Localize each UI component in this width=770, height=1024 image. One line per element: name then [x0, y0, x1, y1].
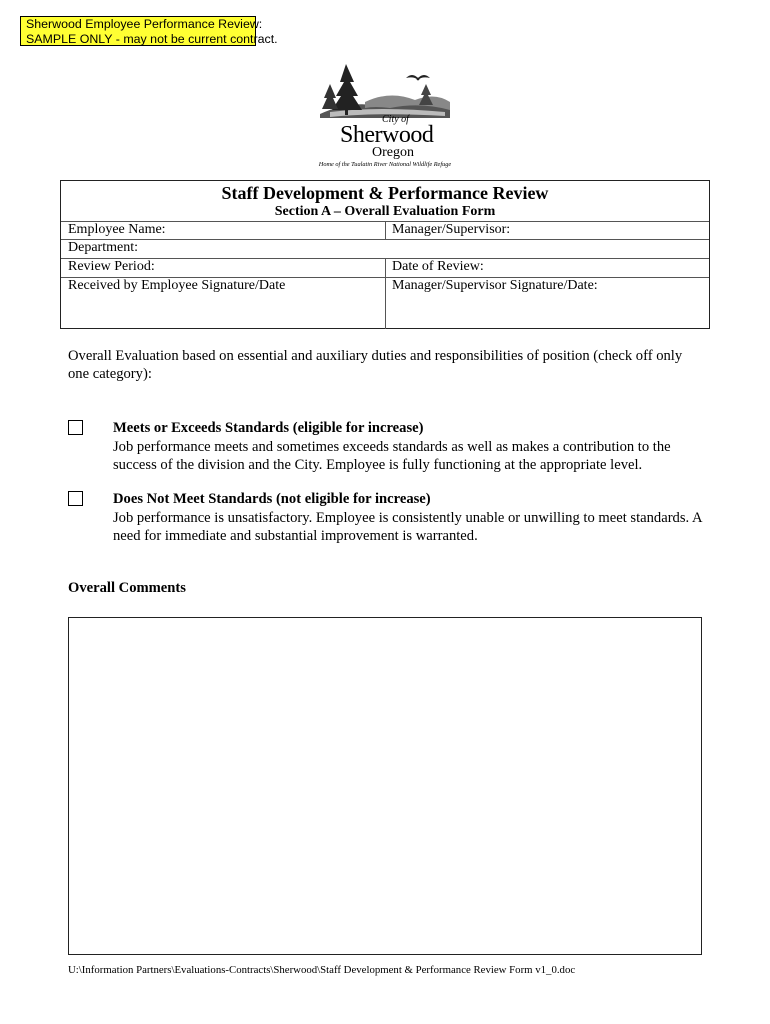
meets-standards-checkbox[interactable]: [68, 420, 83, 435]
option-description: Job performance meets and sometimes exceeds standards as well as makes a contribution to the success of the division and the City. Employee is fully functioning at the appropriate level.: [113, 439, 671, 473]
department-label: Department:: [68, 240, 138, 255]
option-heading: Meets or Exceeds Standards (eligible for increase): [113, 420, 424, 436]
option-heading: Does Not Meet Standards (not eligible for increase): [113, 491, 431, 507]
city-of-sherwood-logo: [310, 62, 460, 170]
logo-landscape-icon: [310, 62, 460, 122]
sample-notice-line-1: Sherwood Employee Performance Review:: [26, 17, 263, 31]
evaluation-instructions: Overall Evaluation based on essential and auxiliary duties and responsibilities of position (check off only one category):: [68, 348, 683, 382]
employee-signature-label: Received by Employee Signature/Date: [68, 278, 286, 293]
logo-oregon: Oregon: [372, 145, 414, 160]
overall-comments-label: Overall Comments: [68, 580, 186, 596]
date-of-review-label: Date of Review:: [392, 259, 484, 274]
does-not-meet-standards-checkbox[interactable]: [68, 491, 83, 506]
table-column-divider: [385, 258, 386, 329]
review-period-label: Review Period:: [68, 259, 155, 274]
form-subtitle: Section A – Overall Evaluation Form: [274, 204, 496, 219]
logo-city-of: City of: [382, 114, 409, 125]
logo-tagline: Home of the Tualatin River National Wildlife Refuge: [318, 161, 452, 168]
document-file-path: U:\Information Partners\Evaluations-Contracts\Sherwood\Staff Development & Performance Review Form v1_0.doc: [68, 964, 576, 976]
option-description: Job performance is unsatisfactory. Employee is consistently unable or unwilling to meet standards. A need for immediate and substantial improvement is warranted.: [113, 510, 702, 544]
manager-signature-label: Manager/Supervisor Signature/Date:: [392, 278, 598, 293]
form-title: Staff Development & Performance Review: [221, 183, 549, 203]
sample-notice-line-2: SAMPLE ONLY - may not be current contract.: [26, 32, 278, 46]
table-divider: [61, 239, 709, 240]
employee-name-label: Employee Name:: [68, 222, 166, 237]
table-column-divider: [385, 221, 386, 239]
overall-comments-field[interactable]: [68, 617, 702, 955]
form-header-table: [60, 180, 710, 329]
sample-notice-banner: [20, 16, 278, 46]
manager-supervisor-label: Manager/Supervisor:: [392, 222, 511, 237]
logo-sherwood: Sherwood: [340, 122, 434, 148]
